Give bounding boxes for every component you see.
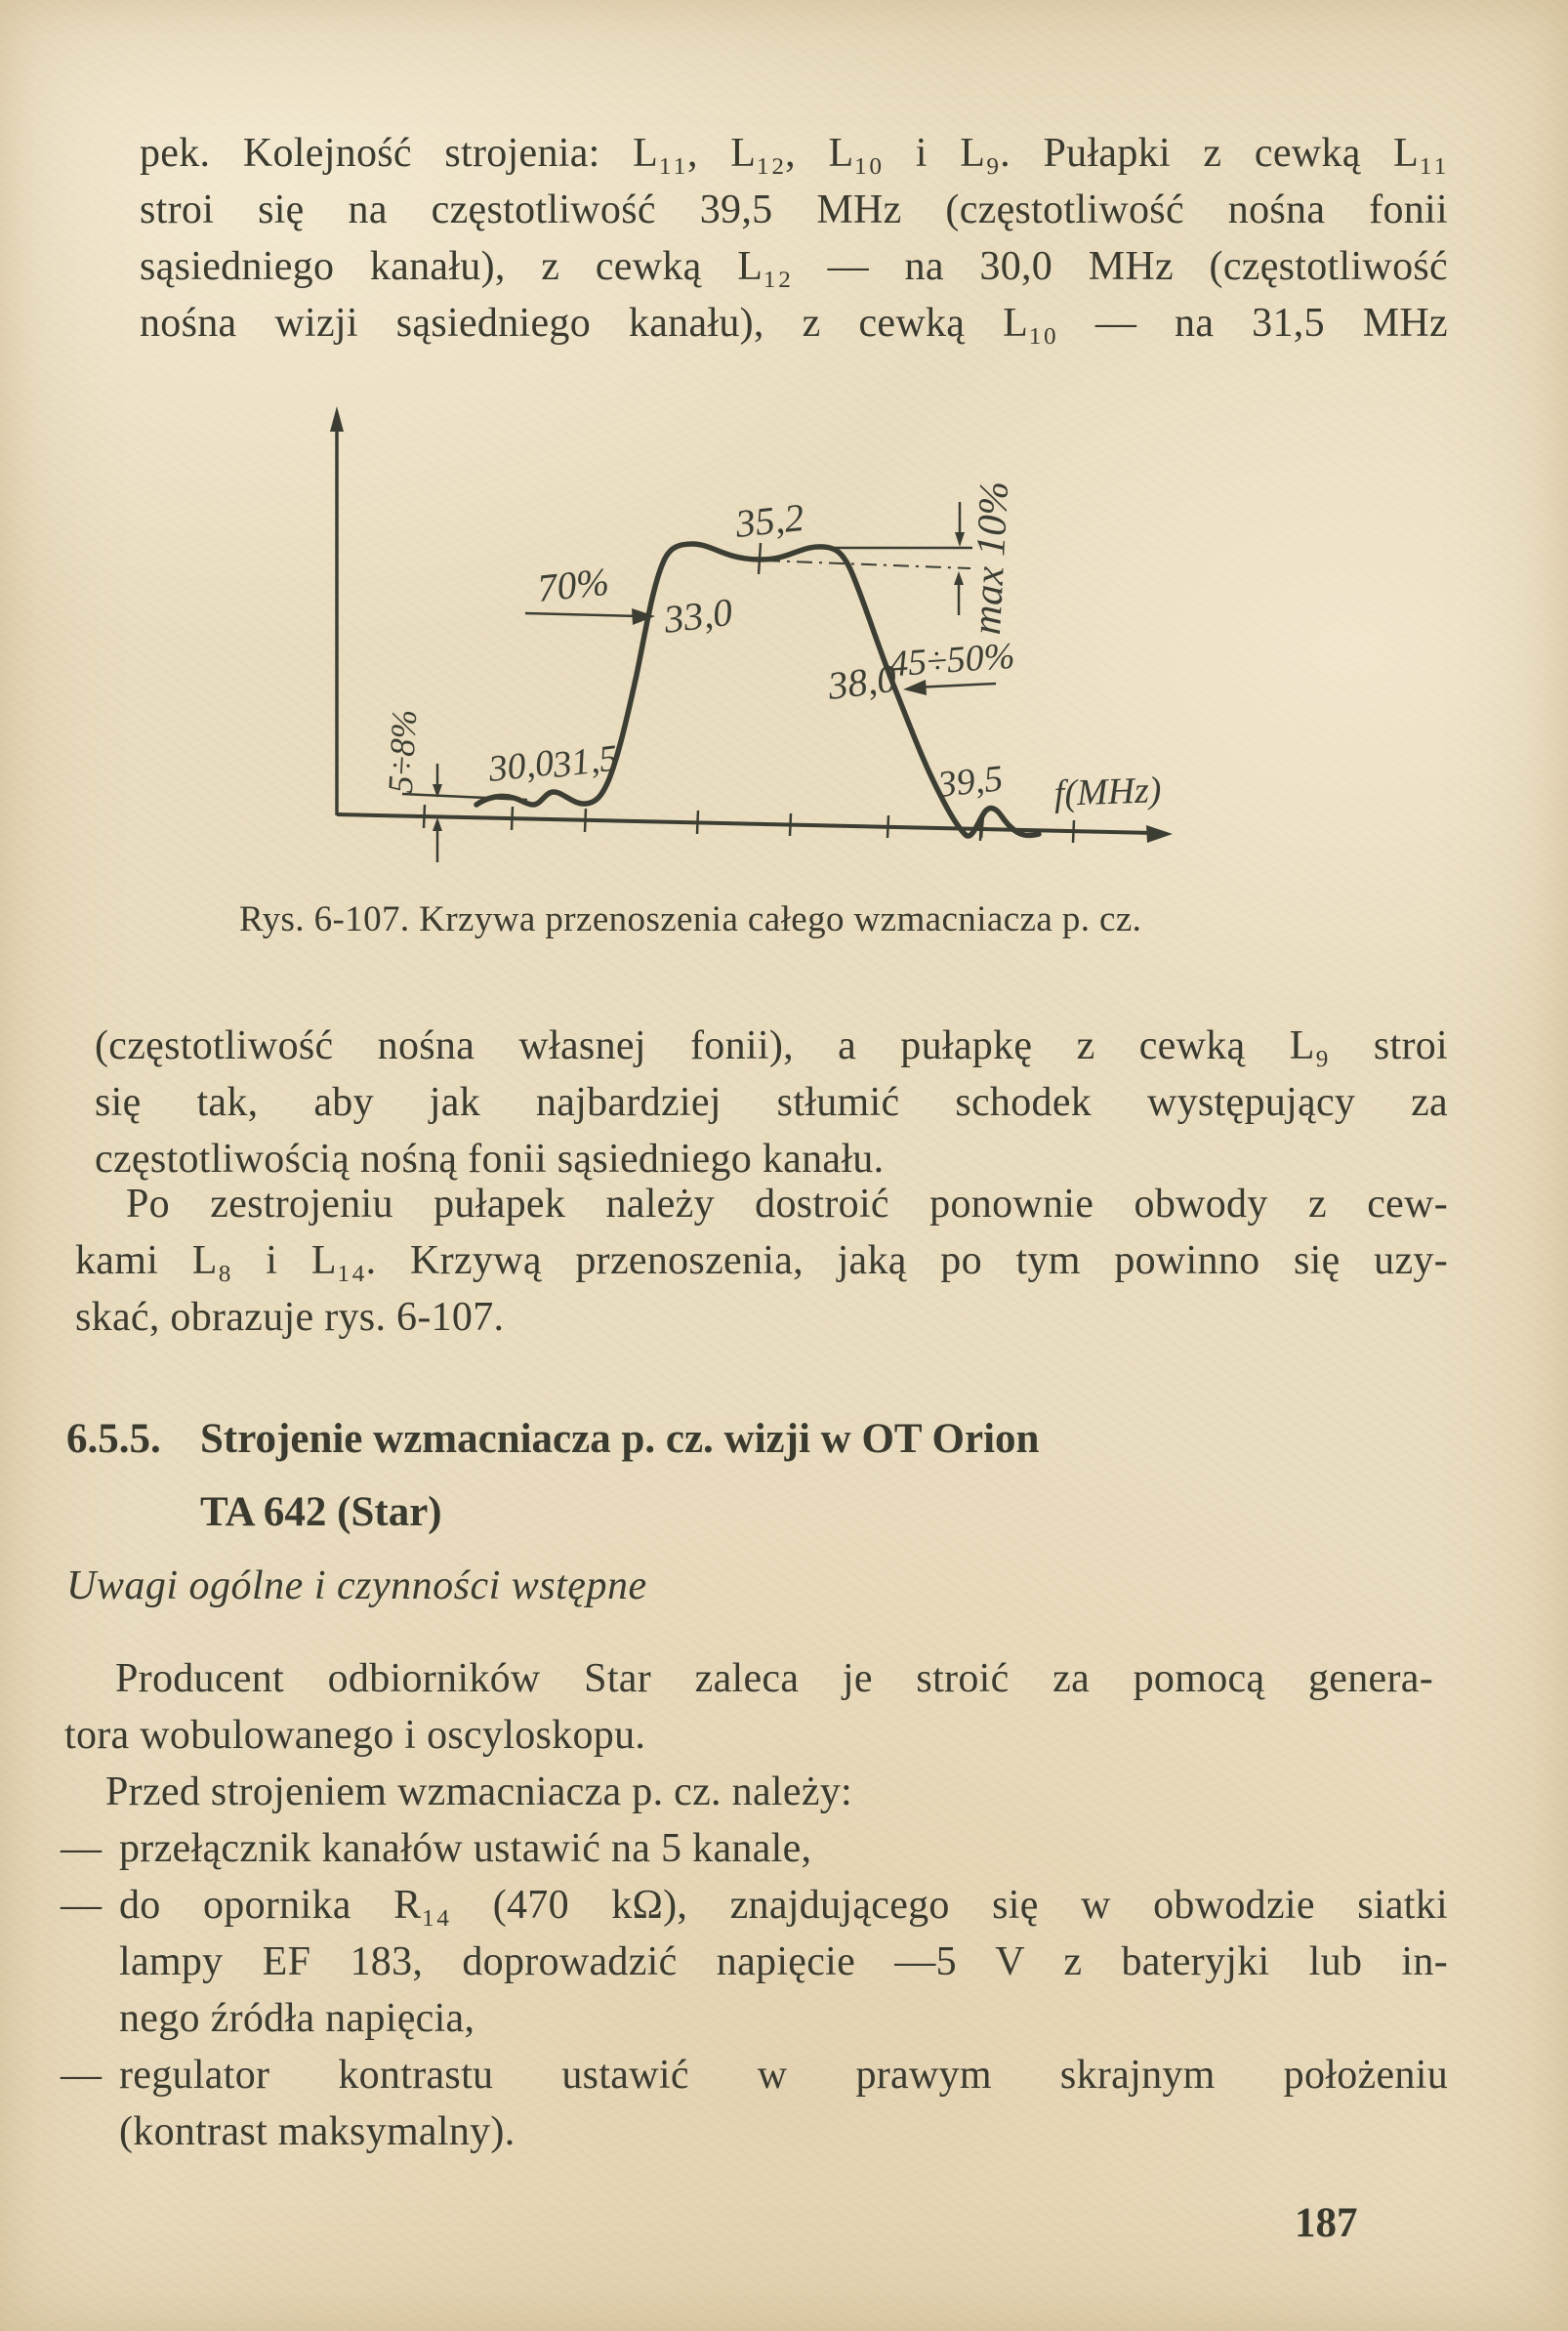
- list-item-2: [61, 1877, 1448, 2047]
- paragraph-1: [140, 125, 1448, 352]
- text-line: pek. Kolejność strojenia: L₁₁, L₁₂, L₁₀ i L₉. Pułapki z cewką L₁₁: [140, 131, 1448, 176]
- x-axis: [337, 814, 1154, 833]
- text-line: do opornika R₁₄ (470 kΩ), znajdującego się w obwodzie siatki: [119, 1883, 1448, 1928]
- text-line: regulator kontrastu ustawić w prawym skrajnym położeniu: [119, 2053, 1448, 2098]
- dash-bullet: —: [61, 1826, 103, 1871]
- label-38-0: 38,0: [825, 655, 899, 708]
- dash-bullet: —: [61, 1883, 103, 1928]
- text-line: Po zestrojeniu pułapek należy dostroić ponownie obwody z cew-: [126, 1182, 1448, 1227]
- text-line: (kontrast maksymalny).: [119, 2109, 516, 2154]
- subsection-heading: Uwagi ogólne i czynności wstępne: [66, 1563, 647, 1608]
- text-line: lampy EF 183, doprowadzić napięcie —5 V z bateryjki lub in-: [119, 1939, 1448, 1984]
- paragraph-5: [105, 1764, 1433, 1820]
- label-30-0: 30,0: [486, 742, 557, 790]
- ripple-bottom-line: [764, 561, 970, 568]
- figure-caption: Rys. 6-107. Krzywa przenoszenia całego wzmacniacza p. cz.: [239, 899, 1142, 939]
- ripple-up-arrowhead-icon: [954, 571, 964, 585]
- text-line: częstotliwością nośną fonii sąsiedniego kanału.: [95, 1137, 885, 1182]
- page-number: 187: [1295, 2200, 1358, 2246]
- list-item-3: [61, 2047, 1448, 2160]
- text-line: kami L₈ i L₁₄. Krzywą przenoszenia, jaką po tym powinno się uzy-: [75, 1238, 1448, 1283]
- text-line: skać, obrazuje rys. 6-107.: [75, 1295, 505, 1340]
- section-title-line-2: TA 642 (Star): [200, 1489, 442, 1535]
- label-35-2: 35,2: [733, 494, 806, 546]
- text-line: przełącznik kanałów ustawić na 5 kanale,: [119, 1826, 812, 1871]
- text-line: sąsiedniego kanału), z cewką L₁₂ — na 30,0 MHz (częstotliwość: [140, 244, 1448, 289]
- x-axis-arrowhead-icon: [1146, 825, 1173, 843]
- label-31-5: 31,5: [550, 737, 621, 786]
- text-line: Przed strojeniem wzmacniacza p. cz. należy:: [105, 1769, 853, 1814]
- tick-35-2: [759, 543, 761, 574]
- label-5-8-percent: 5÷8%: [380, 708, 425, 795]
- ripple-down-arrowhead-icon: [955, 532, 965, 547]
- list-item-1: [61, 1820, 1448, 1877]
- text-line: (częstotliwość nośna własnej fonii), a pułapkę z cewką L₉ stroi: [95, 1023, 1448, 1068]
- text-line: nego źródła napięcia,: [119, 1996, 475, 2041]
- paragraph-2: [95, 1018, 1448, 1187]
- label-39-5: 39,5: [935, 758, 1006, 806]
- y-axis-arrowhead-icon: [330, 406, 344, 432]
- paragraph-3: [75, 1176, 1448, 1346]
- paragraph-4: [64, 1650, 1433, 1764]
- text-line: stroi się na częstotliwość 39,5 MHz (częstotliwość nośna fonii: [140, 187, 1448, 232]
- label-max-10-percent: max 10%: [964, 479, 1018, 637]
- text-line: tora wobulowanego i oscyloskopu.: [64, 1713, 646, 1758]
- label-33-0: 33,0: [661, 589, 735, 642]
- arrow-70-line: [525, 613, 639, 616]
- text-line: nośna wizji sąsiedniego kanału), z cewką L₁₀ — na 31,5 MHz: [140, 301, 1448, 346]
- section-heading: [66, 1402, 1433, 1549]
- text-line: Producent odbiorników Star zaleca je stroić za pomocą genera-: [115, 1656, 1433, 1701]
- dim-5-8-up-arrowhead-icon: [433, 817, 442, 831]
- section-number: 6.5.5.: [66, 1416, 161, 1462]
- dash-bullet: —: [61, 2053, 103, 2098]
- figure-rys-6-107: [244, 391, 1318, 937]
- section-title-line-1: Strojenie wzmacniacza p. cz. wizji w OT Orion: [200, 1416, 1040, 1462]
- text-line: się tak, aby jak najbardziej stłumić schodek występujący za: [95, 1080, 1448, 1125]
- label-70-percent: 70%: [535, 559, 611, 610]
- arrow-45-50-line: [914, 684, 996, 687]
- label-45-50-percent: 45÷50%: [887, 635, 1016, 686]
- x-axis-label: f(MHz): [1052, 770, 1163, 814]
